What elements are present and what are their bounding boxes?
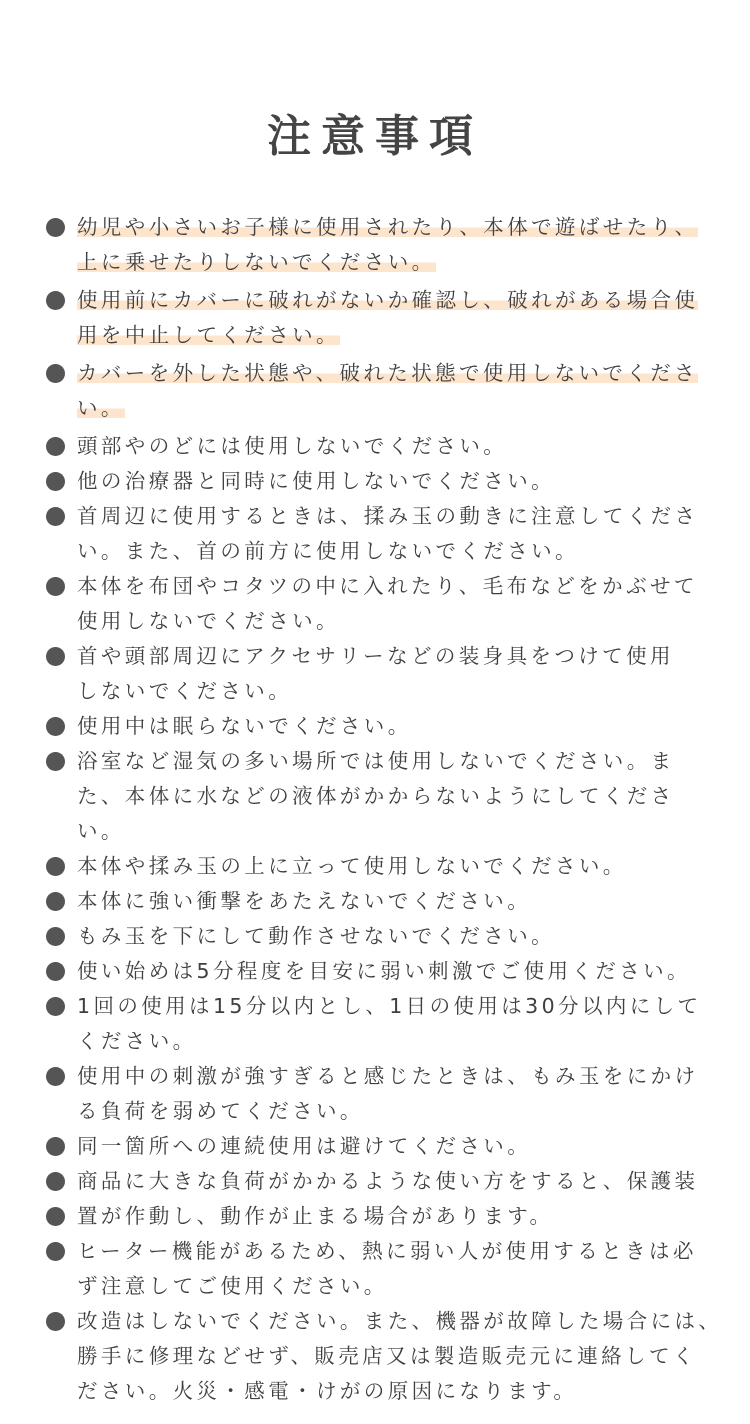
precaution-item (0, 1059, 750, 1129)
precaution-text: ください。 (77, 1029, 197, 1053)
bullet-icon (46, 892, 65, 911)
precaution-item (0, 1304, 750, 1409)
precaution-text: い。 (77, 396, 125, 420)
precaution-line (77, 1339, 750, 1374)
bullet-icon (46, 291, 65, 310)
precaution-line (77, 391, 750, 426)
precaution-line (77, 814, 750, 849)
precaution-line (77, 884, 750, 919)
precaution-text: い。また、首の前方に使用しないでください。 (77, 539, 579, 563)
bullet-icon (46, 997, 65, 1016)
bullet-icon (46, 857, 65, 876)
precaution-line (77, 429, 750, 464)
precaution-text: 浴室など湿気の多い場所では使用しないでください。ま (77, 749, 675, 773)
bullet-icon (46, 218, 65, 237)
precaution-line (77, 464, 750, 499)
bullet-icon (46, 1067, 65, 1086)
precaution-line (77, 674, 750, 709)
precaution-item (0, 464, 750, 499)
precaution-text: 首や頭部周辺にアクセサリーなどの装身具をつけて使用 (77, 644, 674, 668)
precaution-line (77, 604, 750, 639)
precaution-line (77, 639, 750, 674)
bullet-icon (46, 752, 65, 771)
precaution-text: 勝手に修理などせず、販売店又は製造販売元に連絡してく (77, 1344, 697, 1368)
precaution-line (77, 499, 750, 534)
precaution-text: 上に乗せたりしないでください。 (77, 250, 436, 274)
precaution-line (77, 245, 750, 280)
bullet-icon (46, 1172, 65, 1191)
precaution-line (77, 1304, 750, 1339)
precaution-text: る負荷を弱めてください。 (77, 1099, 364, 1123)
precaution-line (77, 1269, 750, 1304)
bullet-icon (46, 437, 65, 456)
precaution-line (77, 210, 750, 245)
precaution-text: 1回の使用は15分以内とし、1日の使用は30分以内にして (77, 994, 702, 1018)
precaution-text: 使用しないでください。 (77, 609, 340, 633)
precaution-text: 使用中の刺激が強すぎると感じたときは、もみ玉をにかけ (77, 1064, 699, 1088)
precaution-item (0, 1234, 750, 1304)
precaution-line (77, 1024, 750, 1059)
precaution-item (0, 884, 750, 919)
precaution-text: 他の治療器と同時に使用しないでください。 (77, 469, 555, 493)
precaution-item (0, 744, 750, 849)
precaution-item (0, 639, 750, 709)
precaution-text: 幼児や小さいお子様に使用されたり、本体で遊ばせたり、 (77, 215, 699, 239)
precaution-text: しないでください。 (77, 679, 293, 703)
precaution-item (0, 954, 750, 989)
precaution-line (77, 283, 750, 318)
precaution-item (0, 989, 750, 1059)
bullet-icon (46, 1207, 65, 1226)
precaution-text: もみ玉を下にして動作させないでください。 (77, 924, 555, 948)
precaution-text: 置が作動し、動作が止まる場合があります。 (77, 1204, 554, 1228)
precaution-text: 本体や揉み玉の上に立って使用しないでください。 (77, 854, 627, 878)
precaution-text: 本体に強い衝撃をあたえないでください。 (77, 889, 532, 913)
precautions-list (0, 210, 750, 1409)
bullet-icon (46, 1137, 65, 1156)
precaution-item (0, 919, 750, 954)
precaution-text: 使用中は眠らないでください。 (77, 714, 412, 738)
precaution-line (77, 356, 750, 391)
precaution-text: 使い始めは5分程度を目安に弱い刺激でご使用ください。 (77, 959, 691, 983)
bullet-icon (46, 364, 65, 383)
precaution-line (77, 1164, 750, 1199)
precaution-item (0, 283, 750, 353)
precaution-line (77, 1374, 750, 1409)
precaution-item (0, 499, 750, 569)
precaution-text: 本体を布団やコタツの中に入れたり、毛布などをかぶせて (77, 574, 698, 598)
precaution-item (0, 849, 750, 884)
precaution-line (77, 954, 750, 989)
precaution-text: ださい。火災・感電・けがの原因になります。 (77, 1379, 578, 1403)
precaution-text: い。 (77, 819, 125, 843)
precaution-text: 使用前にカバーに破れがないか確認し、破れがある場合使 (77, 288, 699, 312)
precaution-item (0, 1129, 750, 1164)
precaution-line (77, 1129, 750, 1164)
precaution-line (77, 1059, 750, 1094)
bullet-icon (46, 577, 65, 596)
precaution-line (77, 744, 750, 779)
precaution-item (0, 210, 750, 280)
precaution-text: 改造はしないでください。また、機器が故障した場合には、 (77, 1309, 723, 1333)
precaution-line (77, 1234, 750, 1269)
precaution-item (0, 569, 750, 639)
precaution-line (77, 1094, 750, 1129)
precaution-line (77, 569, 750, 604)
bullet-icon (46, 962, 65, 981)
bullet-icon (46, 927, 65, 946)
bullet-icon (46, 717, 65, 736)
precaution-text: ヒーター機能があるため、熱に弱い人が使用するときは必 (77, 1239, 697, 1263)
precaution-line (77, 1199, 750, 1234)
precaution-line (77, 919, 750, 954)
precaution-line (77, 534, 750, 569)
precaution-line (77, 318, 750, 353)
bullet-icon (46, 1242, 65, 1261)
precaution-item (0, 356, 750, 426)
precaution-item (0, 1164, 750, 1199)
precaution-text: た、本体に水などの液体がかからないようにしてくださ (77, 784, 675, 808)
bullet-icon (46, 472, 65, 491)
precaution-text: 用を中止してください。 (77, 323, 340, 347)
precaution-item (0, 429, 750, 464)
precaution-item (0, 1199, 750, 1234)
precaution-text: 首周辺に使用するときは、揉み玉の動きに注意してくださ (77, 504, 699, 528)
precaution-text: ず注意してご使用ください。 (77, 1274, 388, 1298)
precaution-line (77, 989, 750, 1024)
bullet-icon (46, 647, 65, 666)
precaution-line (77, 709, 750, 744)
precaution-text: 商品に大きな負荷がかかるような使い方をすると、保護装 (77, 1169, 699, 1193)
precaution-line (77, 849, 750, 884)
bullet-icon (46, 1312, 65, 1331)
precaution-item (0, 709, 750, 744)
precaution-text: カバーを外した状態や、破れた状態で使用しないでくださ (77, 361, 698, 385)
precaution-text: 同一箇所への連続使用は避けてください。 (77, 1134, 532, 1158)
precaution-line (77, 779, 750, 814)
page-title: 注意事項 (267, 111, 483, 162)
precaution-text: 頭部やのどには使用しないでください。 (77, 434, 508, 458)
bullet-icon (46, 507, 65, 526)
